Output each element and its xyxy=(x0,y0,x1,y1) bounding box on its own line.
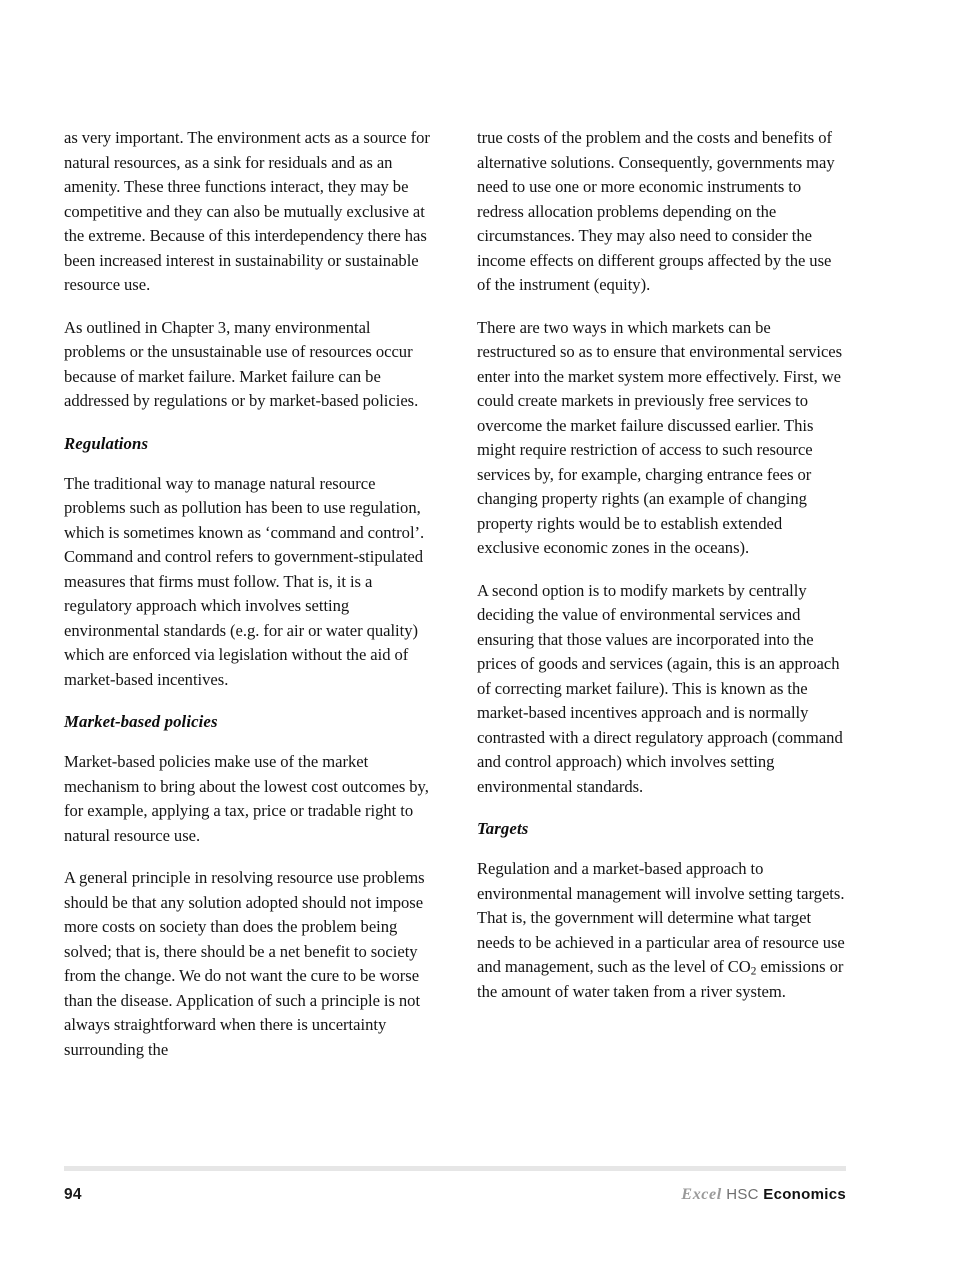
paragraph-targets-text-before-subscript: Regulation and a market-based approach to environmental management will involve setting targets. That is, the government will determine what target needs to be achieved in a particular area of resource use and management, such as the level of CO xyxy=(477,859,845,976)
page-number: 94 xyxy=(64,1186,82,1203)
co2-subscript: 2 xyxy=(750,965,757,978)
two-column-body xyxy=(64,126,846,1136)
footer-divider-rule xyxy=(64,1166,846,1171)
paragraph-economic-instruments: true costs of the problem and the costs and benefits of alternative solutions. Consequently, governments may need to use one or more economic instruments to redress allocation problems depending on the circumstances. They may also need to consider the income effects on different groups affected by the use of the instrument (equity). xyxy=(477,128,835,294)
paragraph-environment-functions: as very important. The environment acts as a source for natural resources, as a sink for residuals and as an amenity. These three functions interact, they may be competitive and they can also be mutually exclusive at the extreme. Because of this interdependency there has been increased interest in sustainability or sustainable resource use. xyxy=(64,128,430,294)
heading-targets: Targets xyxy=(477,819,529,838)
running-title-brand: Excel xyxy=(681,1186,722,1203)
paragraph-market-based-policies: Market-based policies make use of the market mechanism to bring about the lowest cost outcomes by, for example, applying a tax, price or tradable right to natural resource use. xyxy=(64,752,429,845)
paragraph-targets xyxy=(477,857,846,1004)
text-column-left xyxy=(64,126,433,1136)
running-title xyxy=(681,1186,846,1204)
heading-regulations: Regulations xyxy=(64,433,149,453)
running-title-subject: Economics xyxy=(763,1186,846,1203)
paragraph-market-failure: As outlined in Chapter 3, many environmental problems or the unsustainable use of resources occur because of market failure. Market failure can be addressed by regulations or by market-based policies. xyxy=(64,317,419,410)
text-column-right xyxy=(477,126,846,1136)
paragraph-general-principle: A general principle in resolving resource use problems should be that any solution adopted should not impose more costs on society than does the problem being solved; that is, there should be a net benefit to society from the change. We do not want the cure to be worse than the disease. Application of such a principle is not always straightforward when there is uncertainty surrounding the xyxy=(64,868,425,1059)
paragraph-command-and-control: The traditional way to manage natural resource problems such as pollution has been to use regulation, which is sometimes known as ‘command and control’. Command and control refers to government-stipulated measures that firms must follow. That is, it is a regulatory approach which involves setting environmental standards (e.g. for air or water quality) which are enforced via legislation without the aid of market-based incentives. xyxy=(64,473,425,689)
paragraph-second-option: A second option is to modify markets by centrally deciding the value of environmental services and ensuring that those values are incorporated into the prices of goods and services (again, this is an approach of correcting market failure). This is known as the market-based incentives approach and is normally contrasted with a direct regulatory approach (command and control approach) which involves setting environmental standards. xyxy=(477,580,843,796)
paragraph-two-ways-markets: There are two ways in which markets can be restructured so as to ensure that environmental services enter into the market system more effectively. First, we could create markets in previously free services to overcome the market failure discussed earlier. This might require restriction of access to such resource services by, for example, charging entrance fees or changing property rights (an example of changing property rights would be to establish extended exclusive economic zones in the oceans). xyxy=(477,317,843,557)
page-footer xyxy=(64,1182,846,1208)
paragraph-targets-text-after-subscript: emissions or the amount of water taken from a river system. xyxy=(477,957,844,1001)
heading-market-based-policies: Market-based policies xyxy=(64,712,218,731)
running-title-level: HSC xyxy=(726,1186,759,1203)
